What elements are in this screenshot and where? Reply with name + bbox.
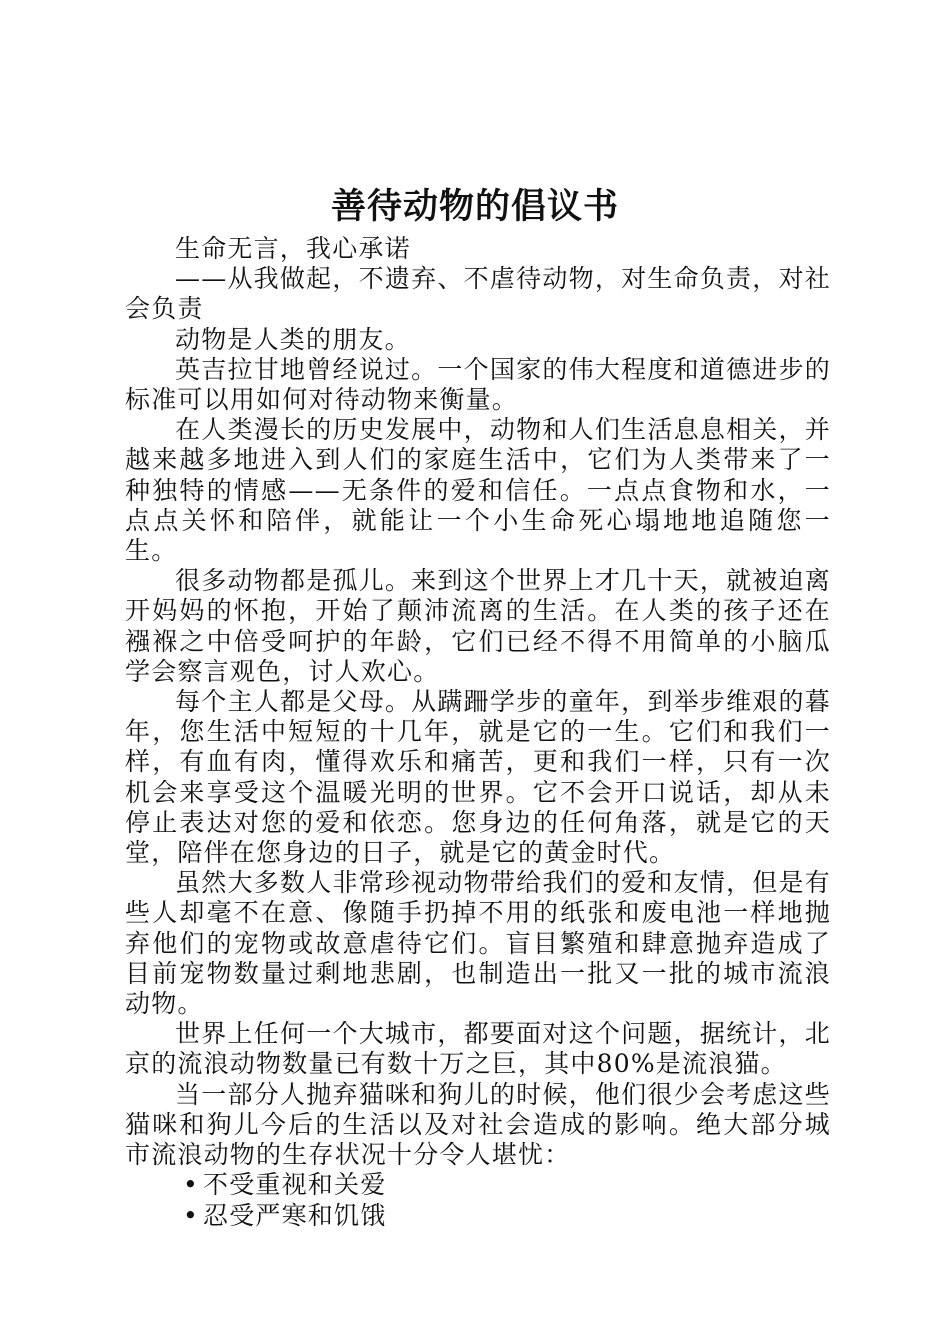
paragraph-gandhi-quote: 英吉拉甘地曾经说过。一个国家的伟大程度和道德进步的标准可以用如何对待动物来衡量。 bbox=[125, 354, 831, 415]
list-item bbox=[125, 1201, 831, 1231]
paragraph-abandonment: 虽然大多数人非常珍视动物带给我们的爱和友情，但是有些人却毫不在意、像随手扔掉不用的纸张和废电池一样地抛弃他们的宠物或故意虐待它们。盲目繁殖和肆意抛弃造成了目前宠物数量过剩地悲剧，也制造出一批又一批的城市流浪动物。 bbox=[125, 868, 831, 1019]
list-item-text: 不受重视和关爱 bbox=[203, 1170, 387, 1200]
bullet-icon: • bbox=[183, 1170, 199, 1200]
bullet-icon: • bbox=[183, 1200, 199, 1230]
document-title: 善待动物的倡议书 bbox=[330, 186, 619, 227]
paragraph-pledge: ——从我做起，不遗弃、不虐待动物，对生命负责，对社会负责 bbox=[125, 264, 831, 324]
paragraph-orphans: 很多动物都是孤儿。来到这个世界上才几十天，就被迫离开妈妈的怀抱，开始了颠沛流离的生活。在人类的孩子还在襁褓之中倍受呵护的年龄，它们已经不得不用简单的小脑瓜学会察言观色，讨人欢心。 bbox=[125, 566, 831, 686]
paragraph-statistics: 世界上任何一个大城市，都要面对这个问题，据统计，北京的流浪动物数量已有数十万之巨，其中80%是流浪猫。 bbox=[125, 1019, 831, 1079]
list-item bbox=[125, 1170, 831, 1200]
paragraph-consequences: 当一部分人抛弃猫咪和狗儿的时候，他们很少会考虑这些猫咪和狗儿今后的生活以及对社会造成的影响。绝大部分城市流浪动物的生存状况十分令人堪忧： bbox=[125, 1079, 831, 1170]
paragraph-history: 在人类漫长的历史发展中，动物和人们生活息息相关，并越来越多地进入到人们的家庭生活中，它们为人类带来了一种独特的情感——无条件的爱和信任。一点点食物和水，一点点关怀和陪伴，就能让一个小生命死心塌地地追随您一生。 bbox=[125, 415, 831, 566]
list-item-text: 忍受严寒和饥饿 bbox=[203, 1200, 387, 1230]
paragraph-slogan: 生命无言，我心承诺 bbox=[175, 234, 411, 263]
document-body bbox=[125, 234, 831, 1231]
paragraph-owners: 每个主人都是父母。从蹒跚学步的童年，到举步维艰的暮年，您生活中短短的十几年，就是它的一生。它们和我们一样，有血有肉，懂得欢乐和痛苦，更和我们一样，只有一次机会来享受这个温暖光明的世界。它不会开口说话，却从未停止表达对您的爱和依恋。您身边的任何角落，就是它的天堂，陪伴在您身边的日子，就是它的黄金时代。 bbox=[125, 687, 831, 868]
paragraph-intro: 动物是人类的朋友。 bbox=[175, 324, 411, 354]
